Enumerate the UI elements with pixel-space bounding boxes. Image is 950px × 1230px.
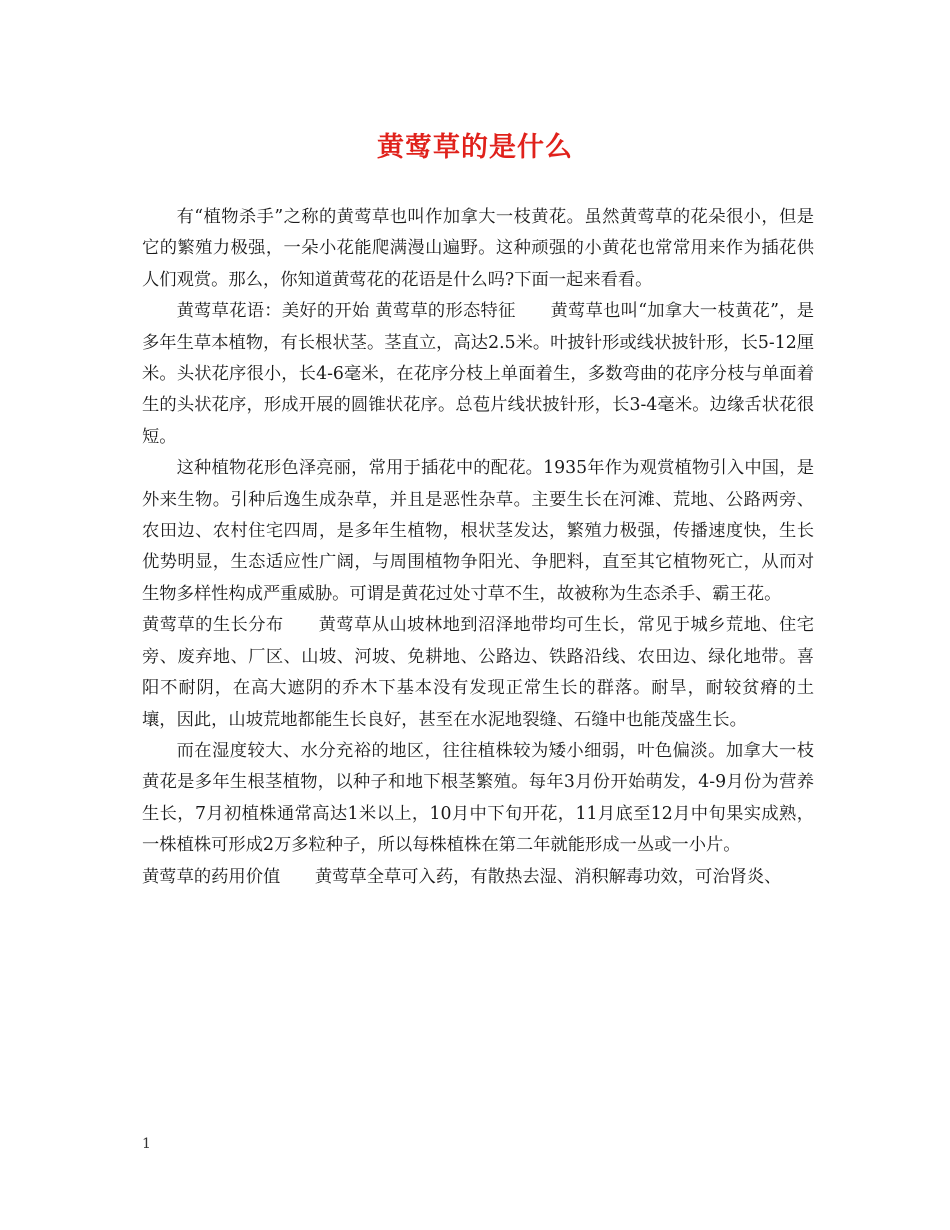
paragraph [142, 202, 814, 296]
paragraph-text: 黄莺草全草可入药，有散热去湿、消积解毒功效，可治肾炎、 [314, 866, 782, 887]
document-body [142, 202, 814, 893]
paragraph [142, 736, 814, 862]
paragraph-text: 黄莺草从山坡林地到沼泽地带均可生长，常见于城乡荒地、住宅旁、废弃地、厂区、山坡、河坡、免耕地、公路边、铁路沿线、农田边、绿化地带。喜阳不耐阴，在高大遮阴的乔木下基本没有发现正常生长的群落。耐旱，耐较贫瘠的土壤，因此，山坡荒地都能生长良好，甚至在水泥地裂缝、石缝中也能茂盛生长。 [142, 615, 814, 730]
paragraph [142, 296, 814, 453]
paragraph-heading: 黄莺草的药用价值 [142, 866, 281, 887]
paragraph-heading: 黄莺草花语：美好的开始 黄莺草的形态特征 [176, 301, 516, 322]
paragraph [142, 453, 814, 610]
document-title: 黄莺草的是什么 [377, 132, 573, 163]
paragraph [142, 862, 814, 893]
paragraph-text: 而在湿度较大、水分充裕的地区，往往植株较为矮小细弱，叶色偏淡。加拿大一枝黄花是多年生根茎植物，以种子和地下根茎繁殖。每年3月份开始萌发，4-9月份为营养生长，7月初植株通常高达1米以上，10月中下旬开花，11月底至12月中旬果实成熟，一株植株可形成2万多粒种子，所以每株植株在第二年就能形成一丛或一小片。 [142, 740, 814, 856]
paragraph-text: 有“植物杀手”之称的黄莺草也叫作加拿大一枝黄花。虽然黄莺草的花朵很小，但是它的繁殖力极强，一朵小花能爬满漫山遍野。这种顽强的小黄花也常常用来作为插花供人们观赏。那么，你知道黄莺花的花语是什么吗?下面一起来看看。 [142, 207, 814, 290]
paragraph-text: 黄莺草也叫“加拿大一枝黄花”，是多年生草本植物，有长根状茎。茎直立，高达2.5米。叶披针形或线状披针形，长5-12厘米。头状花序很小，长4-6毫米，在花序分枝上单面着生，多数弯曲的花序分枝与单面着生的头状花序，形成开展的圆锥状花序。总苞片线状披针形，长3-4毫米。边缘舌状花很短。 [142, 301, 815, 447]
paragraph-text: 这种植物花形色泽亮丽，常用于插花中的配花。1935年作为观赏植物引入中国，是外来生物。引种后逸生成杂草，并且是恶性杂草。主要生长在河滩、荒地、公路两旁、农田边、农村住宅四周，是多年生植物，根状茎发达，繁殖力极强，传播速度快，生长优势明显，生态适应性广阔，与周围植物争阳光、争肥料，直至其它植物死亡，从而对生物多样性构成严重威胁。可谓是黄花过处寸草不生，故被称为生态杀手、霸王花。 [142, 458, 814, 604]
paragraph [142, 610, 814, 736]
paragraph-heading: 黄莺草的生长分布 [142, 615, 284, 636]
page-number: 1 [142, 1136, 151, 1152]
